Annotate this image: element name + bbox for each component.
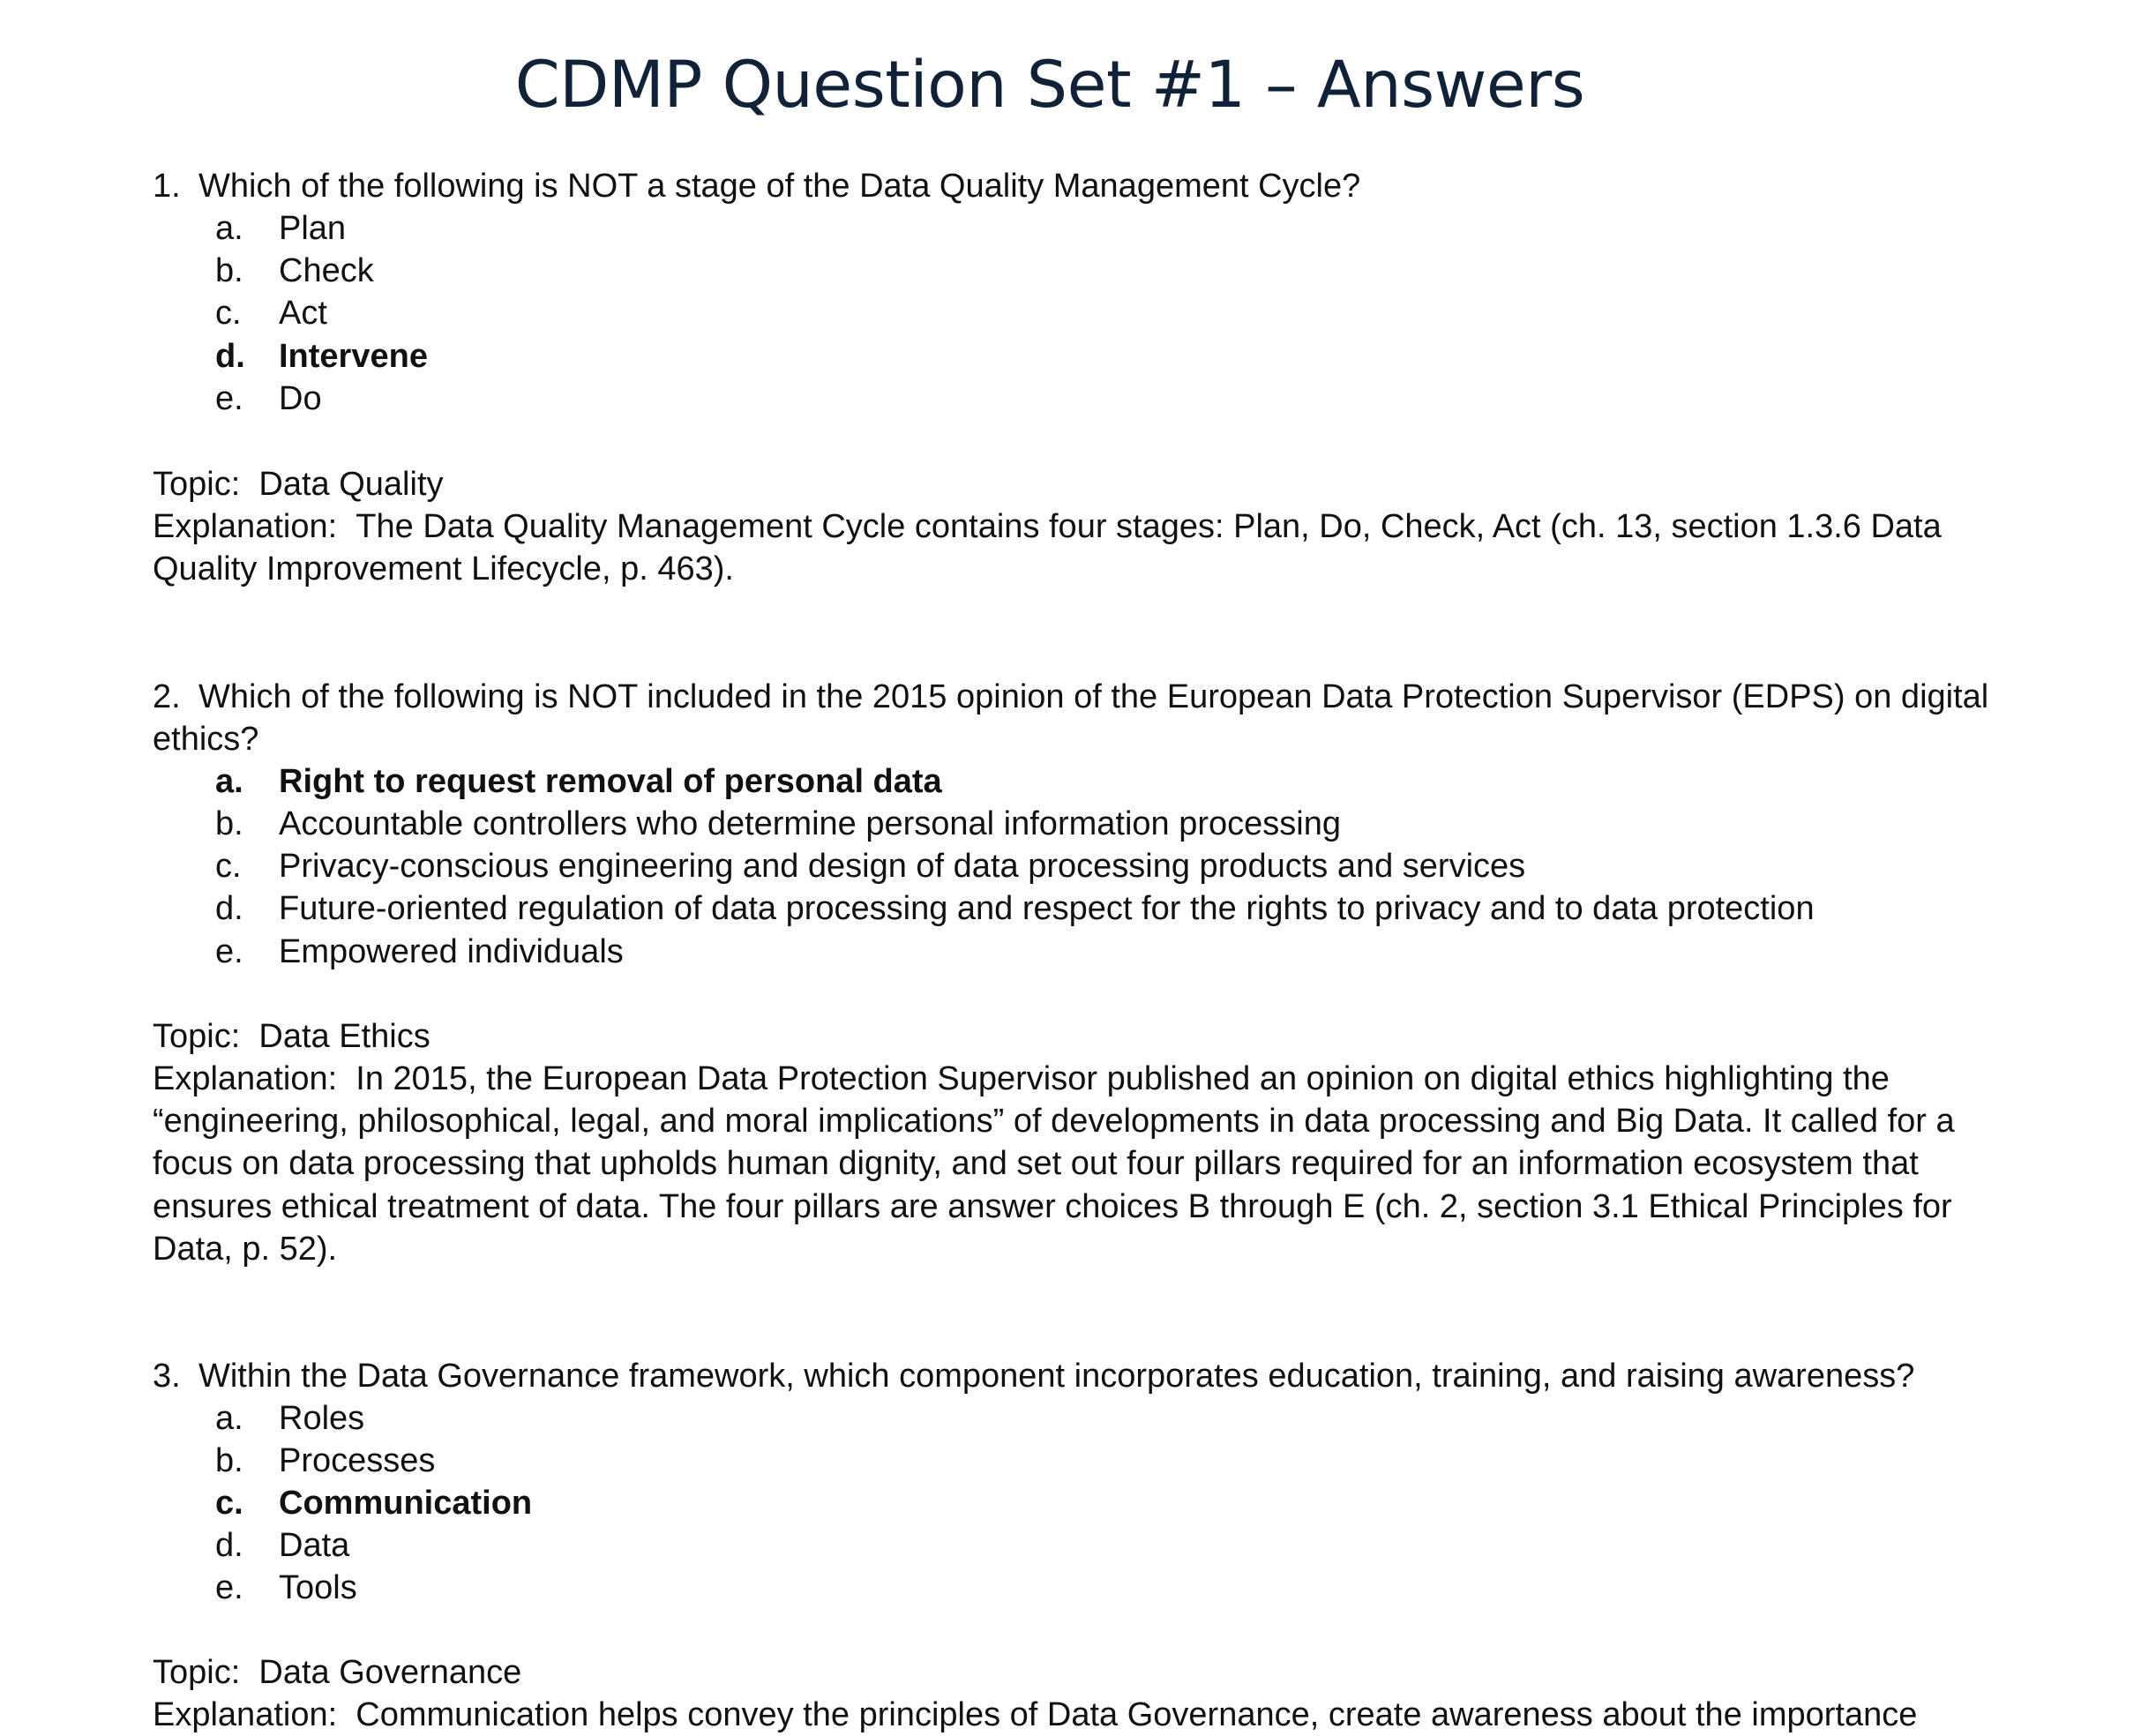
question-3 xyxy=(153,1355,1914,1397)
topic-1 xyxy=(153,463,444,505)
option-3b xyxy=(215,1440,435,1482)
option-text: Empowered individuals xyxy=(279,933,624,970)
topic-2 xyxy=(153,1015,430,1058)
topic-value: Data Quality xyxy=(258,466,444,503)
explanation-3 xyxy=(153,1694,1917,1736)
explanation-label: Explanation: xyxy=(153,508,338,545)
option-2d xyxy=(215,887,1815,930)
option-1c xyxy=(215,292,327,334)
option-text: Data xyxy=(279,1527,350,1564)
option-text: Right to request removal of personal data xyxy=(279,763,942,800)
question-number: 1. xyxy=(153,168,181,205)
explanation-text: The Data Quality Management Cycle contains four stages: Plan, Do, Check, Act (ch. 13, section 1.3.6 Data Quality Improvement Lifecycle, p. 463). xyxy=(153,508,1942,588)
option-letter: c. xyxy=(215,848,242,885)
option-letter: e. xyxy=(215,380,243,417)
option-text: Communication xyxy=(279,1485,533,1522)
option-text: Tools xyxy=(279,1569,357,1606)
option-3e xyxy=(215,1567,357,1609)
option-text: Act xyxy=(279,295,327,332)
option-text: Accountable controllers who determine personal information processing xyxy=(279,805,1341,842)
option-text: Roles xyxy=(279,1400,365,1437)
option-1d-correct-answer xyxy=(215,335,428,378)
option-2b xyxy=(215,803,1341,845)
explanation-text: Communication helps convey the principles of Data Governance, create awareness about the importance xyxy=(356,1696,1918,1733)
option-letter: c. xyxy=(215,295,242,332)
question-text: Within the Data Governance framework, which component incorporates education, training, and raising awareness? xyxy=(198,1358,1915,1395)
topic-3 xyxy=(153,1651,521,1694)
explanation-label: Explanation: xyxy=(153,1696,338,1733)
explanation-2 xyxy=(153,1058,1996,1270)
option-text: Intervene xyxy=(279,338,428,375)
option-letter: a. xyxy=(215,210,243,247)
option-letter: e. xyxy=(215,1569,243,1606)
option-letter: b. xyxy=(215,805,243,842)
question-number: 3. xyxy=(153,1358,181,1395)
explanation-label: Explanation: xyxy=(153,1060,338,1097)
option-letter: b. xyxy=(215,252,243,289)
option-text: Future-oriented regulation of data processing and respect for the rights to privacy and to data protection xyxy=(279,890,1815,927)
topic-label: Topic: xyxy=(153,1654,241,1691)
topic-value: Data Ethics xyxy=(258,1018,430,1055)
question-number: 2. xyxy=(153,678,181,715)
topic-label: Topic: xyxy=(153,1018,241,1055)
option-3c-correct-answer xyxy=(215,1482,532,1524)
option-letter: d. xyxy=(215,338,245,375)
option-1e xyxy=(215,378,322,420)
option-letter: d. xyxy=(215,1527,243,1564)
option-3d xyxy=(215,1524,349,1567)
option-2a-correct-answer xyxy=(215,760,942,803)
option-2c xyxy=(215,845,1525,887)
question-1 xyxy=(153,165,1360,207)
option-3a xyxy=(215,1397,364,1440)
option-text: Privacy-conscious engineering and design of data processing products and services xyxy=(279,848,1526,885)
topic-label: Topic: xyxy=(153,466,241,503)
option-1b xyxy=(215,250,374,292)
question-text: Which of the following is NOT included in the 2015 opinion of the European Data Protection Supervisor (EDPS) on digital ethics? xyxy=(153,678,1989,759)
option-text: Processes xyxy=(279,1442,436,1479)
question-text: Which of the following is NOT a stage of the Data Quality Management Cycle? xyxy=(198,168,1361,205)
page-title: CDMP Question Set #1 – Answers xyxy=(514,48,1585,123)
option-letter: a. xyxy=(215,763,243,800)
question-2 xyxy=(153,676,1996,760)
option-text: Plan xyxy=(279,210,347,247)
option-2e xyxy=(215,931,624,973)
option-1a xyxy=(215,207,346,250)
option-letter: b. xyxy=(215,1442,243,1479)
option-letter: c. xyxy=(215,1485,243,1522)
option-letter: d. xyxy=(215,890,243,927)
explanation-1 xyxy=(153,505,1996,590)
option-letter: a. xyxy=(215,1400,243,1437)
option-text: Do xyxy=(279,380,322,417)
option-letter: e. xyxy=(215,933,243,970)
topic-value: Data Governance xyxy=(258,1654,522,1691)
explanation-text: In 2015, the European Data Protection Supervisor published an opinion on digital ethics highlighting the “engineering, philosophical, legal, and moral implications” of developments in data processing and Big Data. It called for a focus on data processing that upholds human dignity, and set out four pillars required for an information ecosystem that ensures ethical treatment of data. The four pillars are answer choices B through E (ch. 2, section 3.1 Ethical Principles for Data, p. 52). xyxy=(153,1060,1955,1268)
option-text: Check xyxy=(279,252,374,289)
